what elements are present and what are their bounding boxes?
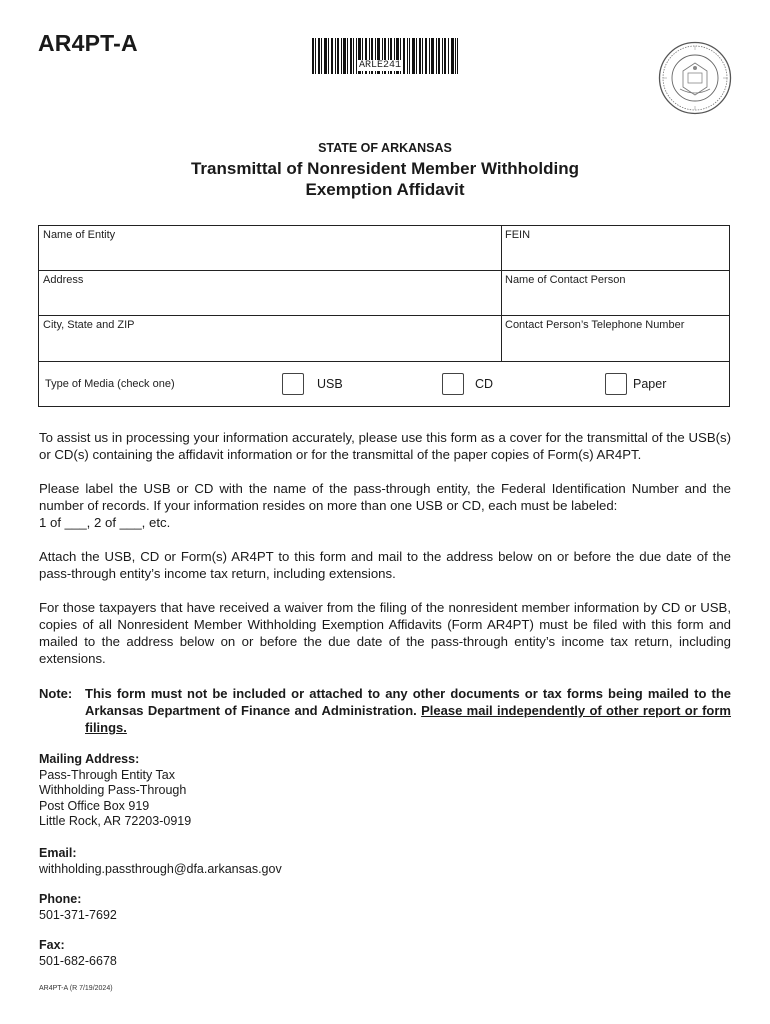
labeling-example: 1 of ___, 2 of ___, etc. xyxy=(39,515,171,530)
mailing-line: Little Rock, AR 72203-0919 xyxy=(39,814,192,828)
phone-heading: Phone: xyxy=(39,892,82,906)
name-of-entity-label: Name of Entity xyxy=(43,229,116,241)
email-address[interactable]: withholding.passthrough@dfa.arkansas.gov xyxy=(39,861,282,876)
fein-label: FEIN xyxy=(505,229,531,241)
instructions-paragraph-1: To assist us in processing your information accurately, please use this form as a cover for the transmittal of the USB(s) or CD(s) containing the affidavit information or for the transmittal of the paper copies of Form(s) AR4PT. xyxy=(39,430,731,462)
fax-heading: Fax: xyxy=(39,938,65,952)
address-label: Address xyxy=(43,274,84,286)
usb-label: USB xyxy=(317,377,343,391)
mailing-line: Post Office Box 919 xyxy=(39,798,150,813)
address-field[interactable] xyxy=(39,271,501,315)
paper-checkbox[interactable] xyxy=(605,373,627,395)
phone-number: 501-371-7692 xyxy=(39,907,117,922)
title-line-2: Exemption Affidavit xyxy=(305,180,465,199)
mailing-address-heading: Mailing Address: xyxy=(39,752,140,766)
email-block xyxy=(39,846,282,877)
mailing-line: Pass-Through Entity Tax xyxy=(39,767,175,782)
fein-field[interactable] xyxy=(502,226,730,270)
usb-checkbox[interactable] xyxy=(282,373,304,395)
contact-phone-field[interactable] xyxy=(502,316,730,361)
form-id: AR4PT-A xyxy=(38,30,138,56)
fax-number: 501-682-6678 xyxy=(39,953,117,968)
instructions-paragraph-2 xyxy=(39,480,731,531)
note-label: Note: xyxy=(39,686,73,701)
contact-phone-label: Contact Person’s Telephone Number xyxy=(505,319,685,331)
media-type-label: Type of Media (check one) xyxy=(45,378,175,390)
page-title xyxy=(0,158,770,200)
note-underlined-text: Please mail independently of other report or form filings. xyxy=(85,703,731,735)
email-heading: Email: xyxy=(39,846,77,860)
city-state-zip-label: City, State and ZIP xyxy=(43,319,135,331)
entity-info-form xyxy=(38,225,730,407)
row-divider xyxy=(39,361,729,362)
instructions-paragraph-4: For those taxpayers that have received a waiver from the filing of the nonresident member information by CD or USB, copies of all Nonresident Member Withholding Exemption Affidavits (Form AR4PT) must be filed with this form and mailed to the address below on or before the due date of the pass-through entity’s income tax return, including extensions. xyxy=(39,600,731,666)
contact-person-field[interactable] xyxy=(502,271,730,315)
note-text xyxy=(85,685,731,736)
fax-block xyxy=(39,938,117,969)
state-seal-icon xyxy=(658,41,732,115)
labeling-instructions: Please label the USB or CD with the name of the pass-through entity, the Federal Identification Number and the number of records. If your information resides on more than one USB or CD, each must be labeled: xyxy=(39,481,731,513)
city-state-zip-field[interactable] xyxy=(39,316,501,361)
phone-block xyxy=(39,892,117,923)
contact-person-label: Name of Contact Person xyxy=(505,274,626,286)
mailing-line: Withholding Pass-Through xyxy=(39,783,187,797)
form-revision: AR4PT-A (R 7/19/2024) xyxy=(39,985,113,992)
paper-label: Paper xyxy=(633,377,667,391)
state-name: STATE OF ARKANSAS xyxy=(318,141,452,155)
instructions-paragraph-3: Attach the USB, CD or Form(s) AR4PT to this form and mail to the address below on or before the due date of the pass-through entity’s income tax return, including extensions. xyxy=(39,549,731,581)
title-line-1: Transmittal of Nonresident Member Withholding xyxy=(190,159,580,178)
name-of-entity-field[interactable] xyxy=(39,226,501,270)
note-block xyxy=(39,685,731,737)
note-main-text: This form must not be included or attached to any other documents or tax forms being mailed to the Arkansas Department of Finance and Administration. xyxy=(85,686,731,718)
barcode-text: ARLE241 xyxy=(359,60,402,71)
cd-checkbox[interactable] xyxy=(442,373,464,395)
mailing-address-block xyxy=(39,752,191,830)
cd-label: CD xyxy=(475,377,494,391)
